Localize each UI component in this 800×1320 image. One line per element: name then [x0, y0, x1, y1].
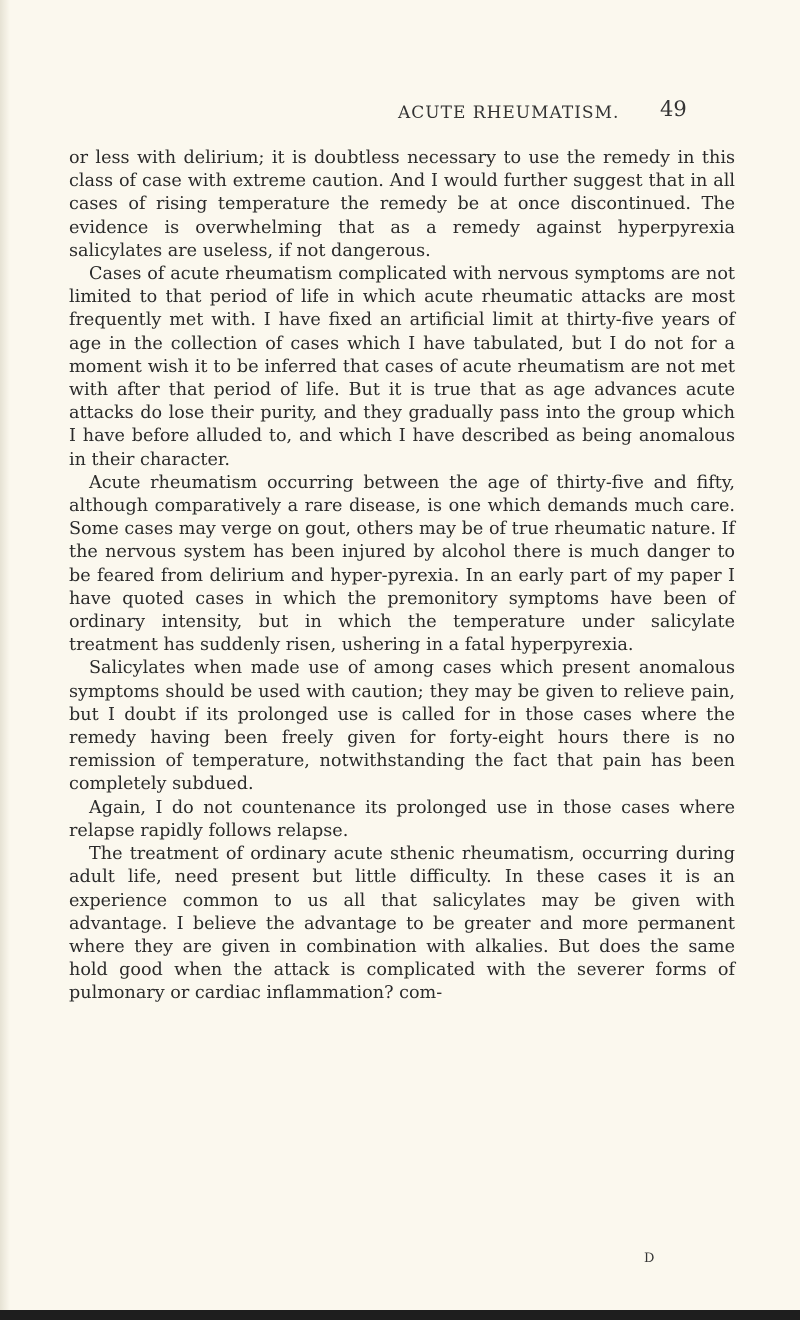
body-text [69, 147, 735, 1006]
paragraph: The treatment of ordinary acute sthenic rheumatism, occurring during adult life, need present but little difficulty. In these cases it is an experience common to us all that salicylates may be given with advantage. I believe the advantage to be greater and more permanent where they are given in combination with alkalies. But does the same hold good when the attack is complicated with the severer forms of pulmonary or cardiac inflammation? com- [69, 844, 735, 1004]
page-bottom-edge [0, 1310, 800, 1320]
paragraph: Acute rheumatism occurring between the age of thirty-five and fifty, although comparatively a rare disease, is one which demands much care. Some cases may verge on gout, others may be of true rheumatic nature. If the nervous system has been injured by alcohol there is much danger to be feared from delirium and hyper-pyrexia. In an early part of my paper I have quoted cases in which the premonitory symptoms have been of ordinary intensity, but in which the temperature under salicylate treatment has suddenly risen, ushering in a fatal hyperpyrexia. [69, 472, 735, 656]
running-head [0, 97, 800, 131]
paragraph: Salicylates when made use of among cases which present anomalous symptoms should be used with caution; they may be given to relieve pain, but I doubt if its prolonged use is called for in those cases where the remedy having been freely given for forty-eight hours there is no remission of temperature, notwithstanding the fact that pain has been completely subdued. [69, 658, 735, 795]
signature-mark: D [644, 1251, 655, 1266]
running-title: ACUTE RHEUMATISM. [398, 103, 620, 123]
paragraph: or less with delirium; it is doubtless necessary to use the remedy in this class of case with extreme caution. And I would further suggest that in all cases of rising temperature the remedy be at once discontinued. The evidence is overwhelming that as a remedy against hyperpyrexia salicylates are useless, if not dangerous. [69, 148, 735, 261]
page-edge-shadow [0, 0, 10, 1320]
paragraph: Again, I do not countenance its prolonged use in those cases where relapse rapidly follows relapse. [69, 797, 735, 841]
page-number: 49 [660, 97, 687, 121]
paragraph: Cases of acute rheumatism complicated with nervous symptoms are not limited to that period of life in which acute rheumatic attacks are most frequently met with. I have fixed an artificial limit at thirty-five years of age in the collection of cases which I have tabulated, but I do not for a moment wish it to be inferred that cases of acute rheumatism are not met with after that period of life. But it is true that as age advances acute attacks do lose their purity, and they gradually pass into the group which I have before alluded to, and which I have described as being anomalous in their character. [69, 264, 735, 470]
